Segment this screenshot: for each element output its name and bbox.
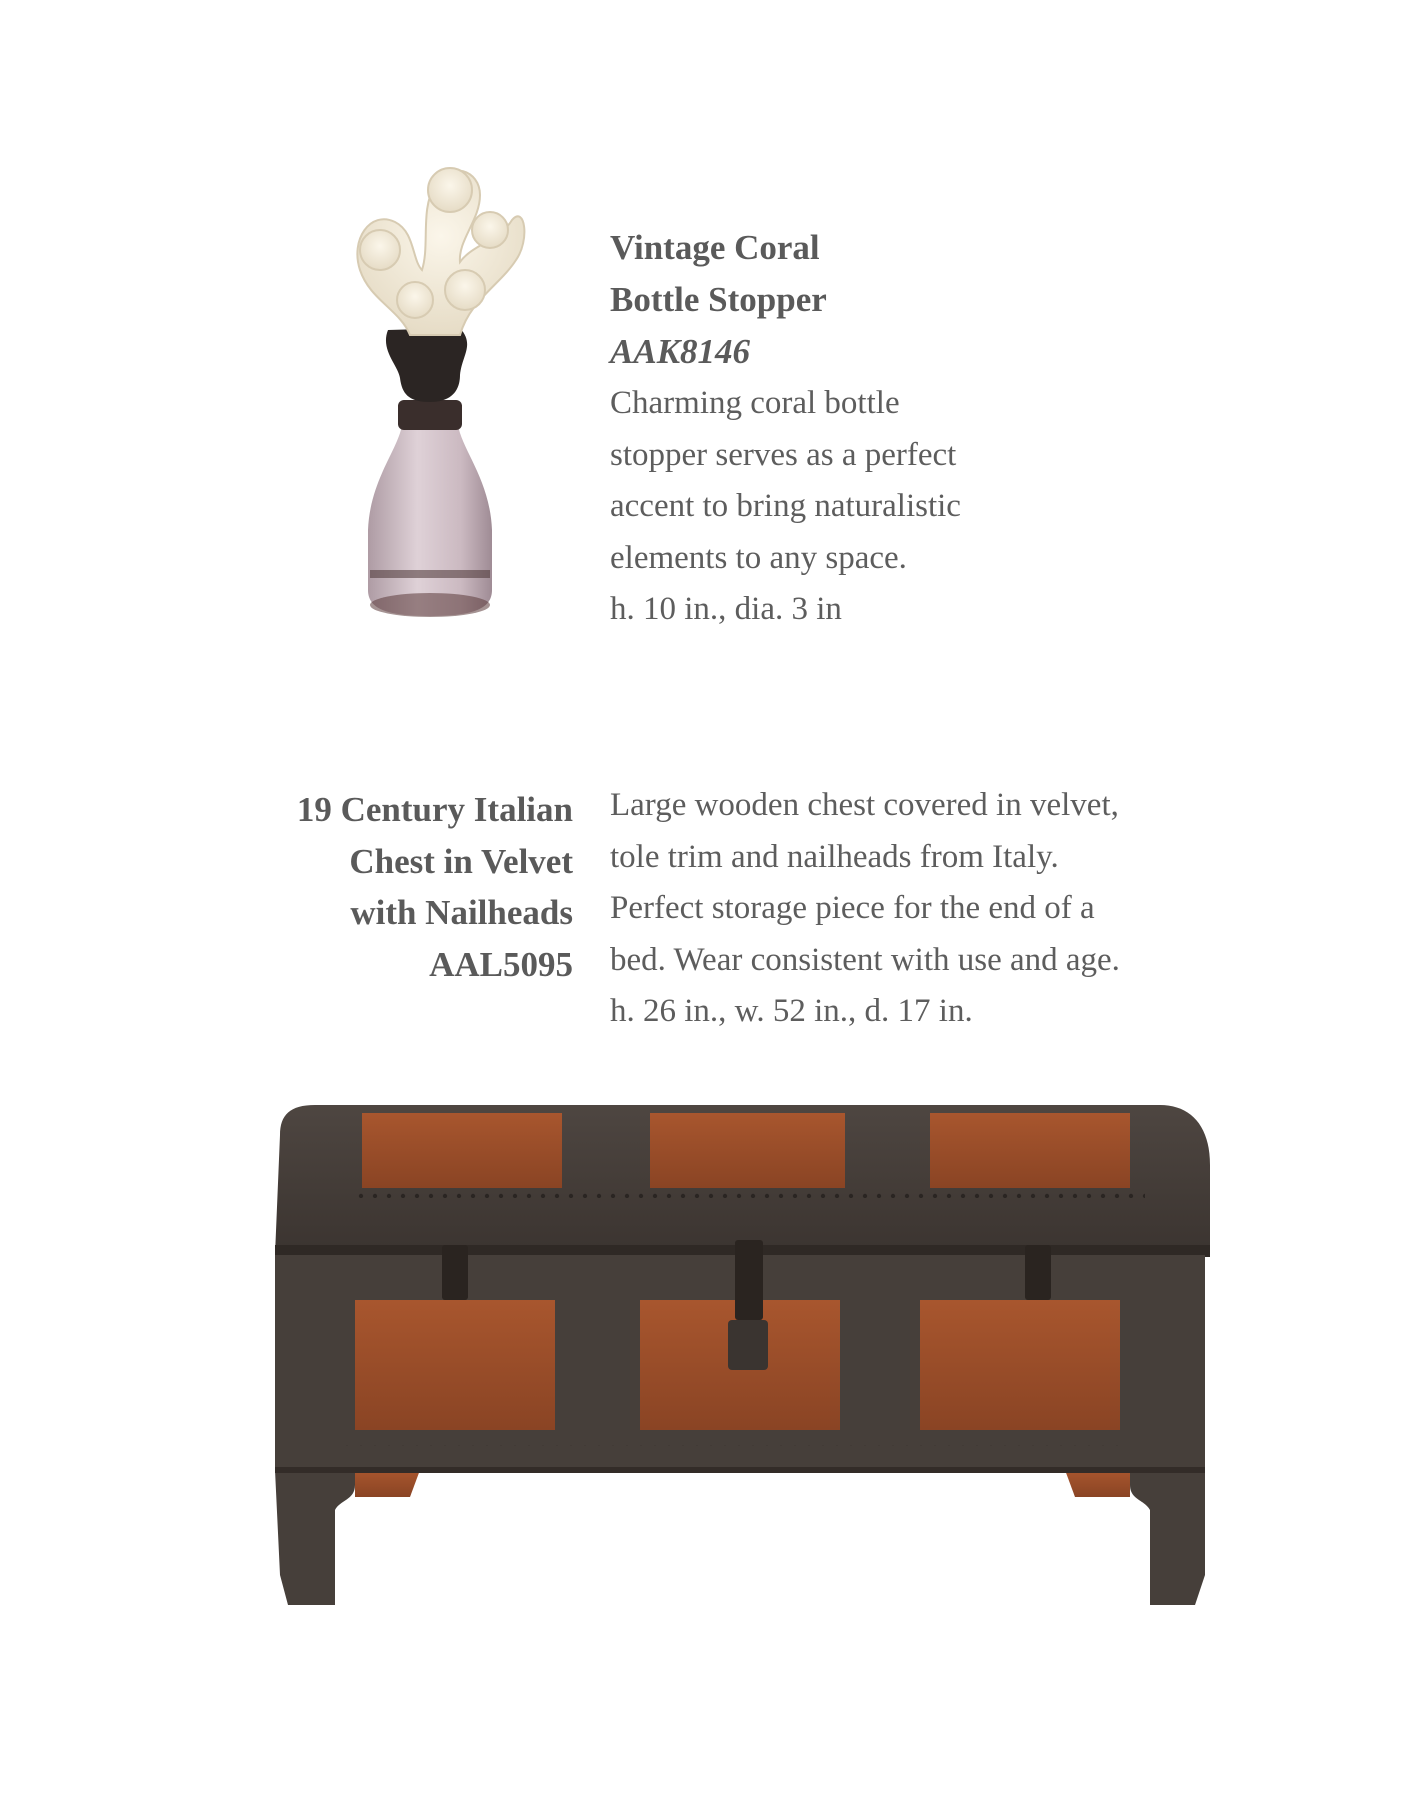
product1-dimensions: h. 10 in., dia. 3 in: [610, 591, 842, 627]
product2-info: [610, 780, 1250, 1038]
product1-sku: AAK8146: [610, 332, 751, 371]
product2-title-line: 19 Century Italian: [296, 790, 573, 829]
product2-title-line: with Nailheads: [350, 893, 573, 932]
coral-bottle-stopper-image: [340, 150, 530, 630]
product2-description-line: Large wooden chest covered in velvet,: [610, 787, 1119, 823]
product2-description-line: bed. Wear consistent with use and age.: [610, 941, 1120, 978]
product1-description-line: Charming coral bottle: [610, 385, 900, 421]
product2-title-line: Chest in Velvet: [349, 841, 573, 881]
product1-info: [610, 222, 1030, 636]
product2-title-block: [213, 784, 573, 990]
product2-description-line: tole trim and nailheads from Italy.: [610, 838, 1059, 875]
product1-description-line: elements to any space.: [610, 539, 907, 576]
product1-title-line1: Vintage Coral: [610, 228, 820, 267]
product1-title-line2: Bottle Stopper: [610, 280, 827, 319]
product1-description-line: stopper serves as a perfect: [610, 436, 957, 473]
product1-description-line: accent to bring naturalistic: [610, 488, 961, 524]
italian-chest-image: [270, 1105, 1220, 1610]
product2-sku: AAL5095: [429, 944, 573, 984]
product2-description-line: Perfect storage piece for the end of a: [610, 890, 1095, 926]
product2-dimensions: h. 26 in., w. 52 in., d. 17 in.: [610, 993, 973, 1029]
